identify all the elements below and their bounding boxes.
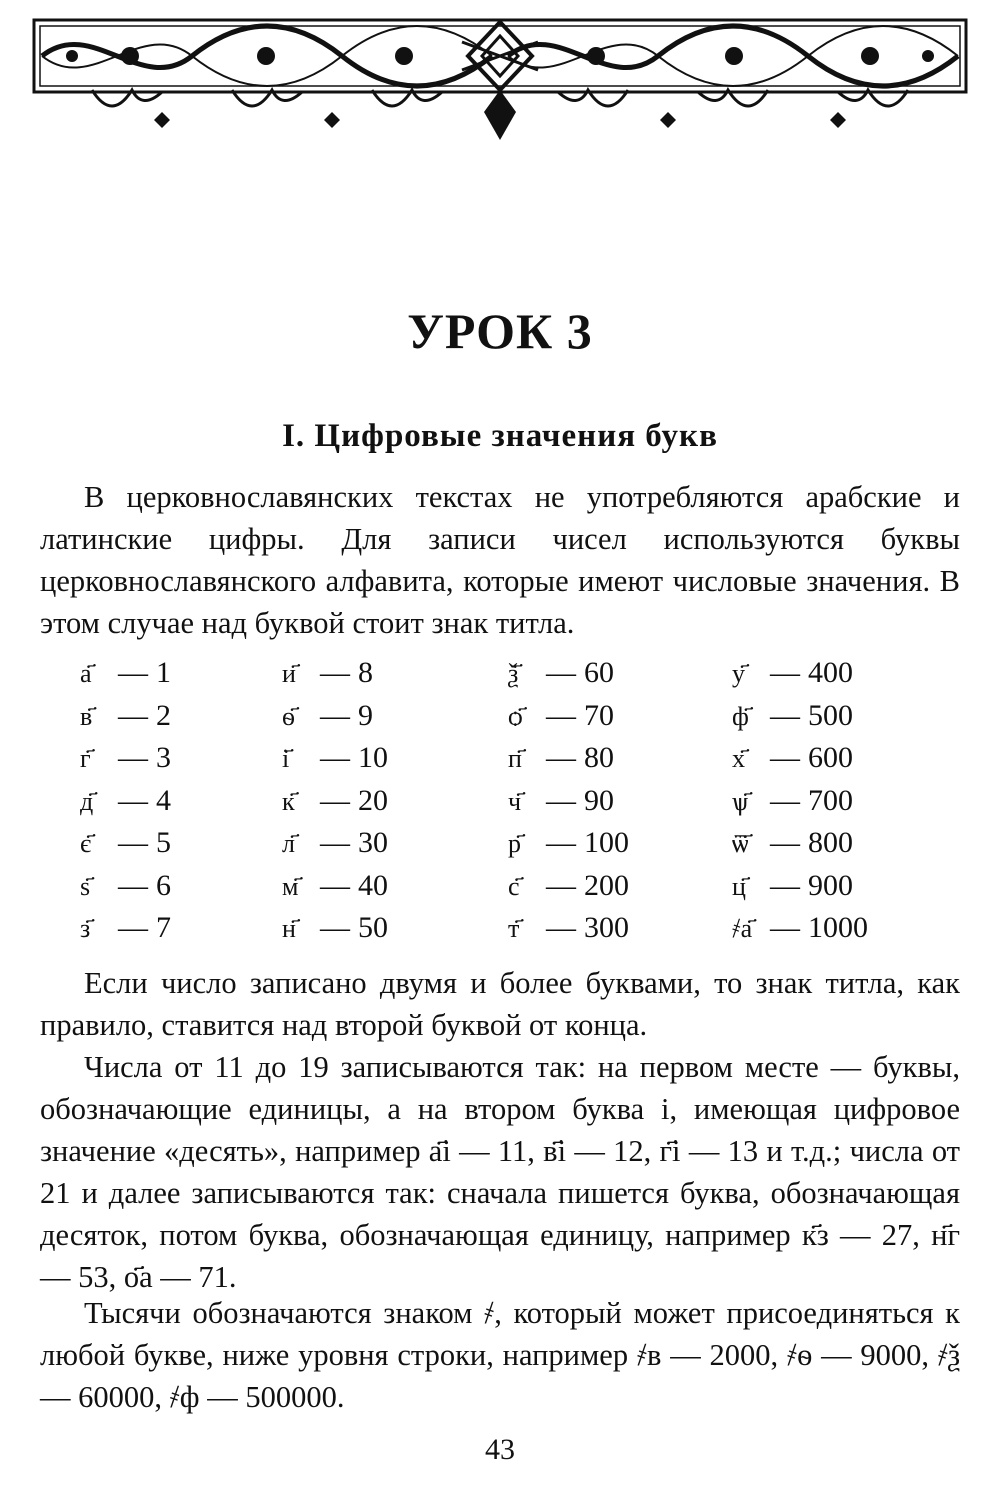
- numeral-value: 8: [358, 656, 373, 689]
- header-ornament: [32, 12, 968, 152]
- numeral-dash: —: [770, 826, 800, 859]
- numeral-row: [732, 822, 868, 865]
- numeral-dash: —: [320, 911, 350, 944]
- numeral-dash: —: [320, 741, 350, 774]
- intro-paragraph: В церковнославянских текстах не употребляются арабские и латинские цифры. Для записи чисел используются буквы церковнославянского алфавита, которые имеют числовые значения. В этом случае над буквой стоит знак титла.: [40, 480, 960, 640]
- numeral-letter: ѳ҃: [282, 701, 295, 732]
- numeral-dash: —: [770, 741, 800, 774]
- numeral-letter: х҃: [732, 744, 745, 774]
- numeral-letter: з҃: [80, 914, 91, 944]
- numeral-letter: ѱ҃: [732, 786, 749, 817]
- numeral-value: 7: [156, 911, 171, 944]
- numeral-table: [80, 652, 940, 952]
- numeral-value: 2: [156, 698, 171, 732]
- numeral-dash: —: [320, 826, 350, 859]
- numeral-row: [508, 695, 629, 738]
- numeral-letter: є҃: [80, 829, 92, 859]
- numeral-row: [80, 822, 171, 865]
- numeral-row: [732, 695, 868, 738]
- numeral-row: [80, 695, 171, 738]
- numeral-value: 400: [808, 656, 853, 689]
- numeral-column-hundreds: [732, 652, 868, 950]
- numeral-row: [80, 737, 171, 780]
- numeral-value: 9: [358, 698, 373, 732]
- numeral-value: 800: [808, 826, 853, 859]
- numeral-dash: —: [320, 868, 350, 902]
- numeral-dash: —: [770, 783, 800, 817]
- numeral-letter: ц҃: [732, 871, 746, 902]
- numeral-value: 70: [584, 698, 614, 732]
- numeral-letter: д҃: [80, 786, 94, 817]
- numeral-dash: —: [770, 911, 800, 944]
- numeral-letter: п҃: [508, 744, 522, 774]
- numeral-row: [282, 865, 388, 908]
- numeral-row: [282, 652, 388, 695]
- numeral-letter: в҃: [80, 701, 93, 732]
- numeral-dash: —: [770, 656, 800, 689]
- numeral-dash: —: [118, 826, 148, 859]
- numeral-letter: у҃: [732, 659, 745, 689]
- numeral-letter: а҃: [80, 659, 92, 689]
- numeral-dash: —: [118, 783, 148, 817]
- numeral-letter: ф҃: [732, 701, 749, 732]
- numeral-letter: л҃: [282, 829, 295, 859]
- numeral-row: [282, 822, 388, 865]
- compound-numbers-paragraph: Числа от 11 до 19 записываются так: на первом месте — буквы, обозначающие единицы, а на втором буква і, имеющая цифровое значение «десять», например а҃і — 11, в҃і — 12, г҃і — 13 и т.д.; числа от 21 и далее записываются так: сначала пишется буква, обозначающая десяток, потом буква, обозначающая единицу, например к҃з — 27, н҃г — 53, о҃а — 71.: [40, 1050, 960, 1294]
- numeral-dash: —: [546, 656, 576, 689]
- numeral-dash: —: [320, 698, 350, 732]
- numeral-row: [508, 652, 629, 695]
- numeral-row: [282, 695, 388, 738]
- numeral-value: 20: [358, 783, 388, 817]
- numeral-row: [80, 865, 171, 908]
- numeral-letter: и҃: [282, 659, 296, 689]
- numeral-row: [282, 907, 388, 950]
- numeral-column-tens-b: [508, 652, 629, 950]
- numeral-value: 4: [156, 783, 171, 817]
- numeral-value: 40: [358, 868, 388, 902]
- numeral-letter: м҃: [282, 871, 299, 902]
- numeral-value: 600: [808, 741, 853, 774]
- numeral-value: 700: [808, 783, 853, 817]
- numeral-row: [282, 780, 388, 823]
- numeral-value: 900: [808, 868, 853, 902]
- numeral-value: 100: [584, 826, 629, 859]
- numeral-dash: —: [118, 741, 148, 774]
- numeral-row: [282, 737, 388, 780]
- numeral-value: 90: [584, 783, 614, 817]
- numeral-dash: —: [546, 741, 576, 774]
- numeral-letter: р҃: [508, 829, 521, 859]
- numeral-dash: —: [546, 911, 576, 944]
- numeral-dash: —: [118, 656, 148, 689]
- numeral-dash: —: [320, 656, 350, 689]
- numeral-value: 500: [808, 698, 853, 732]
- numeral-letter: ѯ҃: [508, 659, 519, 689]
- numeral-row: [732, 737, 868, 780]
- numeral-column-units: [80, 652, 171, 950]
- numeral-row: [732, 652, 868, 695]
- numeral-value: 50: [358, 911, 388, 944]
- numeral-dash: —: [118, 868, 148, 902]
- numeral-row: [80, 907, 171, 950]
- numeral-row: [732, 865, 868, 908]
- section-heading: I. Цифровые значения букв: [282, 418, 718, 454]
- numeral-dash: —: [118, 911, 148, 944]
- numeral-row: [508, 780, 629, 823]
- numeral-letter: і҃: [282, 744, 290, 774]
- numeral-letter: г҃: [80, 744, 91, 774]
- numeral-letter: ҂а҃: [732, 914, 753, 944]
- numeral-value: 5: [156, 826, 171, 859]
- numeral-row: [732, 907, 868, 950]
- numeral-value: 80: [584, 741, 614, 774]
- numeral-letter: ѕ҃: [80, 871, 91, 902]
- titlo-rule-paragraph: Если число записано двумя и более буквами, то знак титла, как правило, ставится над второй буквой от конца.: [40, 966, 960, 1042]
- numeral-value: 3: [156, 741, 171, 774]
- numeral-column-tens-a: [282, 652, 388, 950]
- numeral-letter: ѻ҃: [508, 701, 523, 732]
- numeral-value: 30: [358, 826, 388, 859]
- numeral-dash: —: [546, 783, 576, 817]
- numeral-dash: —: [546, 826, 576, 859]
- lesson-title: УРОК 3: [407, 303, 593, 359]
- numeral-row: [508, 737, 629, 780]
- numeral-row: [508, 907, 629, 950]
- numeral-row: [80, 652, 171, 695]
- numeral-letter: н҃: [282, 914, 296, 944]
- numeral-dash: —: [118, 698, 148, 732]
- numeral-letter: ч҃: [508, 786, 522, 817]
- numeral-row: [80, 780, 171, 823]
- numeral-dash: —: [546, 868, 576, 902]
- numeral-letter: ѿ҃: [732, 829, 749, 859]
- numeral-value: 1: [156, 656, 171, 689]
- numeral-value: 6: [156, 868, 171, 902]
- numeral-row: [508, 822, 629, 865]
- numeral-dash: —: [770, 868, 800, 902]
- numeral-value: 200: [584, 868, 629, 902]
- numeral-value: 60: [584, 656, 614, 689]
- numeral-dash: —: [320, 783, 350, 817]
- numeral-row: [508, 865, 629, 908]
- numeral-dash: —: [770, 698, 800, 732]
- numeral-value: 1000: [808, 911, 868, 944]
- numeral-value: 300: [584, 911, 629, 944]
- page-number: 43: [485, 1433, 515, 1466]
- numeral-letter: с҃: [508, 871, 520, 902]
- numeral-row: [732, 780, 868, 823]
- thousands-paragraph: Тысячи обозначаются знаком ҂, который может присоединяться к любой букве, ниже уровня строки, например ҂в — 2000, ҂ѳ — 9000, ҂ѯ — 60000, ҂ф — 500000.: [40, 1296, 960, 1414]
- numeral-letter: к҃: [282, 786, 295, 817]
- numeral-dash: —: [546, 698, 576, 732]
- numeral-value: 10: [358, 741, 388, 774]
- numeral-letter: т҃: [508, 914, 520, 944]
